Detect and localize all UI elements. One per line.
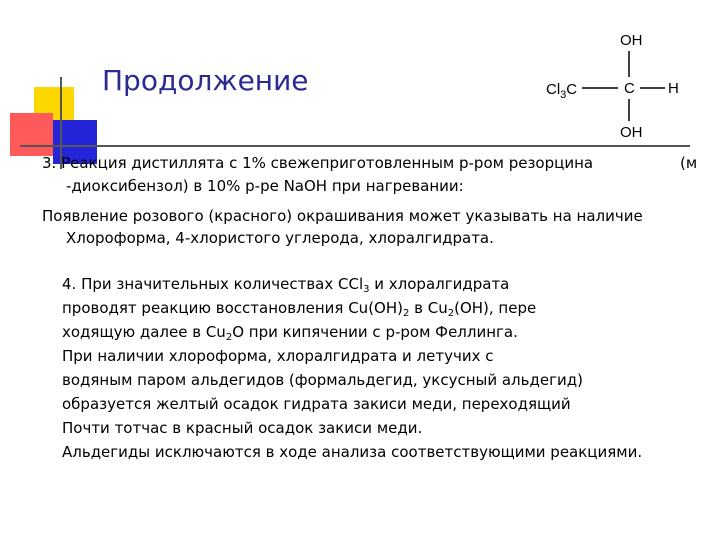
p3-line-2: -диоксибензол) в 10% р-ре NaOH при нагревании: — [66, 177, 464, 195]
p4-line-1: 4. При значительных количествах CCl$_3$ и хлоралгидрата — [62, 275, 510, 295]
p3-line-1: 3. Реакция дистиллята с 1% свежеприготовленным р-ром резорцина — [42, 154, 594, 172]
p4-line-6: образуется желтый осадок гидрата закиси меди, переходящий — [62, 395, 571, 413]
p3-line-4: Хлороформа, 4-хлористого углерода, хлоралгидрата. — [66, 229, 494, 247]
p4-line-5: водяным паром альдегидов (формальдегид, уксусный альдегид) — [62, 371, 583, 389]
structure-bottom-oh: OH — [620, 124, 643, 141]
structure-top-oh: OH — [620, 32, 643, 49]
title-divider-line — [20, 145, 690, 147]
structure-center-c: C — [624, 80, 635, 97]
structure-left-group: $Cl_3C$ — [546, 81, 578, 101]
chloral-hydrate-structure — [540, 25, 700, 145]
slide-title: Продолжение — [102, 64, 309, 97]
p3-line-1-tail: (м — [680, 154, 698, 172]
p4-line-2: проводят реакцию восстановления $Cu(OH)_2$ в $Cu_2(OH)$, пере — [62, 299, 537, 319]
p3-line-3: Появление розового (красного) окрашивания может указывать на наличие — [42, 207, 643, 225]
p4-line-4: При наличии хлороформа, хлоралгидрата и летучих с — [62, 347, 494, 365]
structure-right-h: H — [668, 80, 679, 97]
p4-line-3: ходящую далее в $Cu_2O$ при кипячении с р-ром Феллинга. — [62, 323, 518, 343]
p4-line-8: Альдегиды исключаются в ходе анализа соответствующими реакциями. — [62, 443, 643, 461]
p4-line-7: Почти тотчас в красный осадок закиси меди. — [62, 419, 423, 437]
decor-red-square — [10, 113, 53, 156]
